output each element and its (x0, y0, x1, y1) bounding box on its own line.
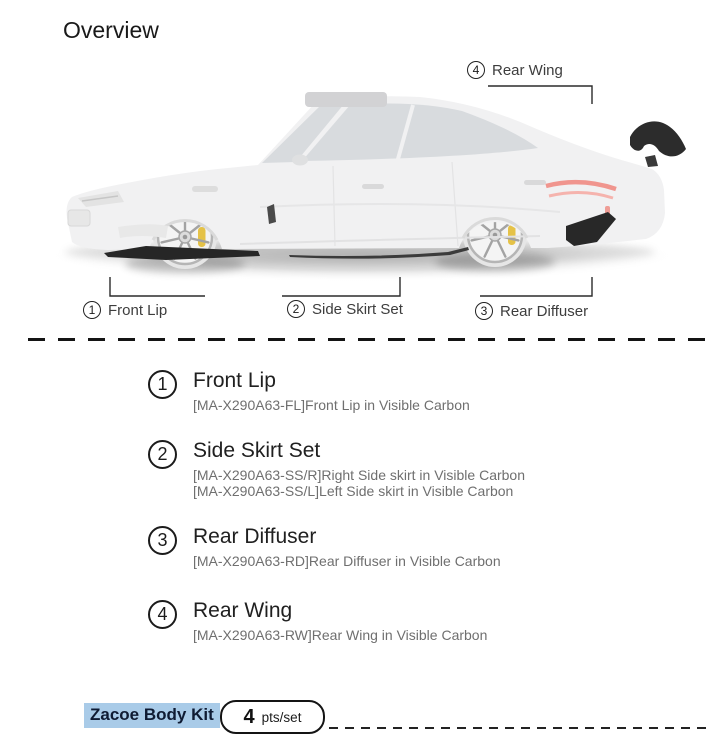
callout-line-front-lip (110, 277, 205, 296)
callout-label: Side Skirt Set (312, 300, 403, 318)
part-item-rear-wing (148, 598, 487, 643)
roof-panel (305, 92, 387, 107)
circled-number-icon: 2 (287, 300, 305, 318)
part-title: Front Lip (193, 369, 276, 392)
dashed-divider (28, 338, 713, 341)
part-title: Rear Wing (193, 599, 293, 622)
front-door-handle (362, 184, 384, 189)
pts-unit: pts/set (261, 709, 302, 725)
callout-label: Rear Wing (492, 61, 563, 79)
part-item-front-lip (148, 368, 470, 413)
front-brake-caliper (198, 227, 206, 247)
callout-rear-wing (467, 61, 563, 79)
part-code-line: [MA-X290A63-SS/R]Right Side skirt in Visible Carbon (193, 467, 526, 484)
part-code-line: [MA-X290A63-RW]Rear Wing in Visible Carbon (193, 627, 488, 644)
side-mirror (292, 155, 308, 166)
pts-per-set-pill (220, 700, 325, 734)
circled-number-icon: 3 (475, 302, 493, 320)
circled-number-icon: 1 (148, 370, 177, 399)
callout-line-rear-diffuser (480, 277, 592, 296)
circled-number-icon: 4 (148, 600, 177, 629)
callout-rear-diffuser (475, 302, 588, 320)
part-code-line: [MA-X290A63-FL]Front Lip in Visible Carbon (193, 397, 470, 414)
part-item-rear-diffuser (148, 524, 501, 569)
circled-number-icon: 3 (148, 526, 177, 555)
callout-front-lip (83, 301, 167, 319)
part-code-line: [MA-X290A63-SS/L]Left Side skirt in Visible Carbon (193, 483, 514, 500)
part-title: Side Skirt Set (193, 439, 321, 462)
circled-number-icon: 4 (467, 61, 485, 79)
page-title: Overview (63, 17, 159, 43)
callout-label: Rear Diffuser (500, 302, 589, 320)
part-code-line: [MA-X290A63-RD]Rear Diffuser in Visible Carbon (193, 553, 501, 570)
part-title: Rear Diffuser (193, 525, 317, 548)
footer-dashed-line (329, 727, 713, 729)
car-figure (0, 0, 713, 332)
callout-label: Front Lip (108, 301, 168, 319)
front-intake (118, 224, 168, 238)
rear-brake-caliper (508, 225, 516, 245)
kit-name-highlight: Zacoe Body Kit (84, 703, 220, 728)
rear-wing-part (630, 121, 686, 167)
circled-number-icon: 2 (148, 440, 177, 469)
pts-value: 4 (243, 705, 255, 728)
grille (68, 210, 90, 226)
circled-number-icon: 1 (83, 301, 101, 319)
part-item-side-skirt-set (148, 438, 525, 499)
fender-vent (192, 186, 218, 192)
callout-side-skirt (287, 300, 403, 318)
rear-door-handle (524, 180, 546, 185)
callout-line-rear-wing (488, 86, 592, 104)
